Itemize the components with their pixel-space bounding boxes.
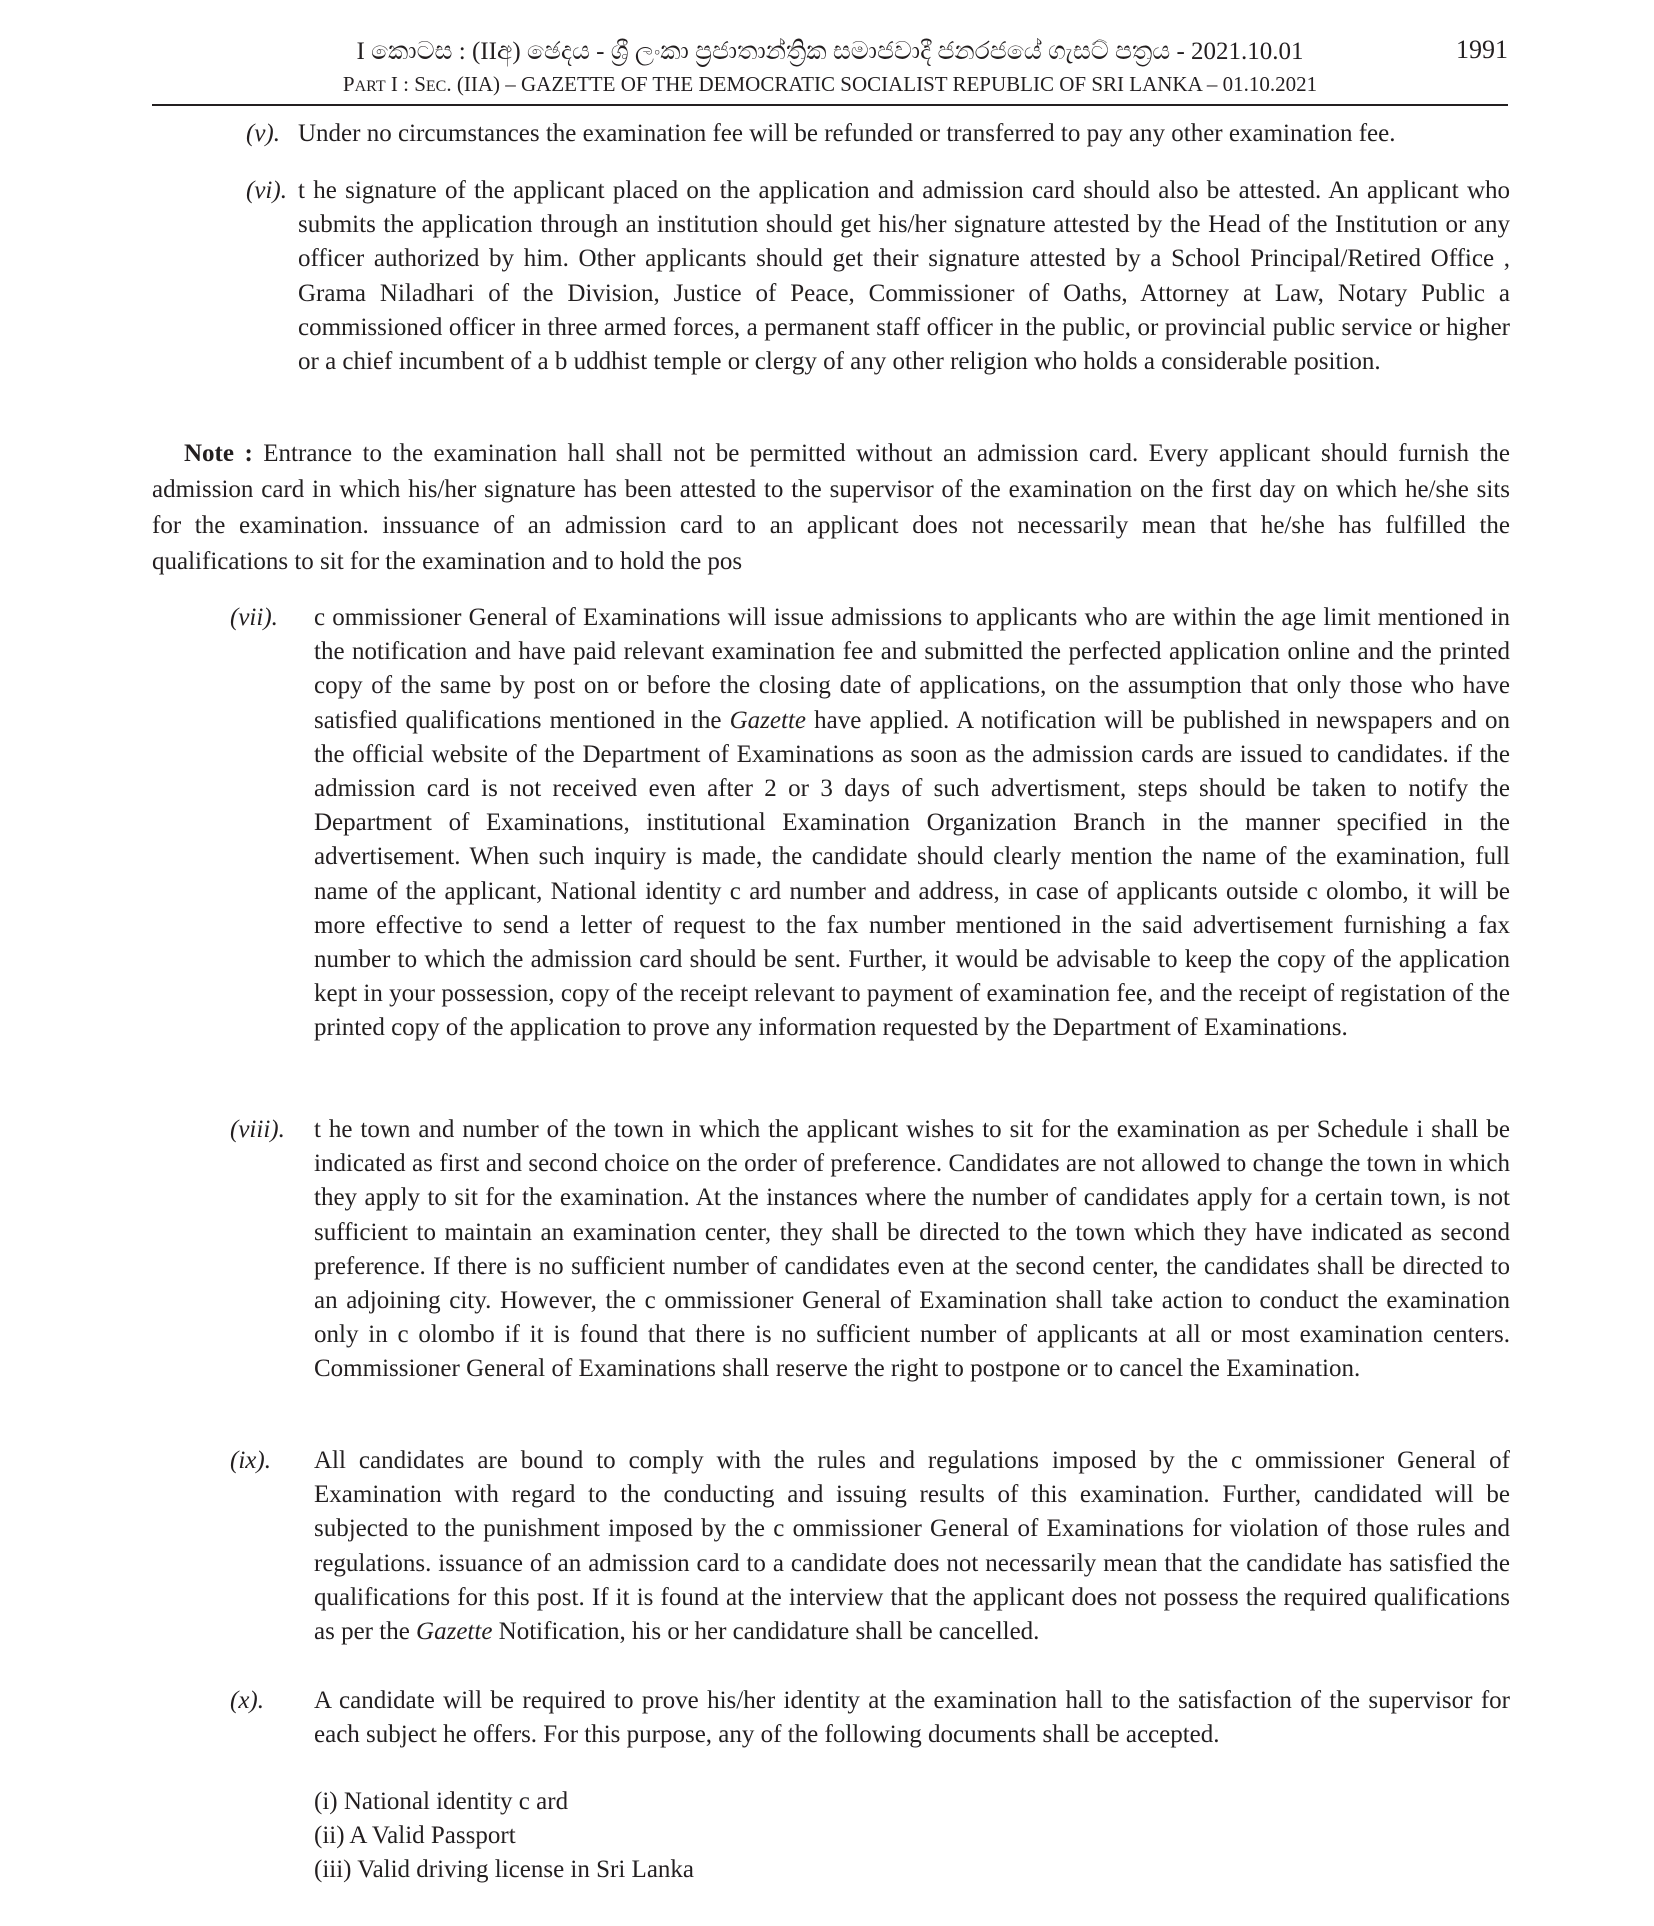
note-label: Note :	[184, 440, 253, 467]
item-viii-label: (viii).	[230, 1116, 285, 1143]
item-v-label: (v).	[246, 120, 280, 147]
item-vii-text-b: have applied. A notification will be published in newspapers and on the official website of the Department of Examinations as soon as the admission cards are issued to candidates. if the admission card is not received even after 2 or 3 days of such advertisment, steps should be taken to notify the Department of Examinations, institutional Examination Organization Branch in the manner specified in the advertisement. When such inquiry is made, the candidate should clearly mention the name of the examination, full name of the applicant, National identity c ard number and address, in case of applicants outside c olombo, it will be more effective to send a letter of request to the fax number mentioned in the said advertisement furnishing a fax number to which the admission card should be sent. Further, it would be advisable to keep the copy of the application kept in your possession, copy of the receipt relevant to payment of examination fee, and the receipt of registation of the printed copy of the application to prove any information requested by the Department of Examinations.	[314, 706, 1510, 1042]
item-ix-gazette: Gazette	[416, 1618, 493, 1646]
page-number: 1991	[1456, 35, 1508, 64]
header-title: . (IIA) – GAZETTE OF THE DEMOCRATIC SOCIALIST REPUBLIC OF SRI LANKA – 01.10.2021	[446, 72, 1318, 96]
documents-list-item: (ii) A Valid Passport	[314, 1822, 516, 1849]
header-part-rest: ART	[354, 78, 386, 95]
note-paragraph	[152, 436, 1510, 580]
header-part-initial: P	[342, 72, 355, 96]
header-divider	[152, 104, 1508, 106]
item-ix-label: (ix).	[230, 1447, 271, 1474]
item-vi-text: t he signature of the applicant placed on the application and admission card should also be attested. An applicant who submits the application through an institution should get his/her signature attested by the Head of the Institution or any officer authorized by him. Other applicants should get their signature attested by a School Principal/Retired Office , Grama Niladhari of the Division, Justice of Peace, Commissioner of Oaths, Attorney at Law, Notary Public a commissioned officer in three armed forces, a permanent staff officer in the public, or provincial public service or higher or a chief incumbent of a b uddhist temple or clergy of any other religion who holds a considerable position.	[298, 177, 1510, 376]
item-x-label: (x).	[230, 1687, 264, 1714]
header-english-line	[300, 70, 1360, 101]
item-vii-label: (vii).	[230, 604, 278, 631]
header-sec-rest: EC	[425, 78, 447, 95]
item-ix-text-b: Notification, his or her candidature shall be cancelled.	[492, 1618, 1040, 1646]
item-ix-text	[314, 1444, 1510, 1649]
item-vii-text	[314, 601, 1510, 1046]
item-viii-text: t he town and number of the town in which the applicant wishes to sit for the examination as per Schedule i shall be indicated as first and second choice on the order of preference. Candidates are not allowed to change the town in which they apply to sit for the examination. At the instances where the number of candidates apply for a certain town, is not sufficient to maintain an examination center, they shall be directed to the town which they have indicated as second preference. If there is no sufficient number of candidates even at the second center, the candidates shall be directed to an adjoining city. However, the c ommissioner General of Examination shall take action to conduct the examination only in c olombo if it is found that there is no sufficient number of applicants at all or most examination centers. Commissioner General of Examinations shall reserve the right to postpone or to cancel the Examination.	[314, 1116, 1510, 1383]
item-vii-gazette: Gazette	[729, 706, 806, 734]
header-part-num: I : S	[385, 72, 426, 96]
note-text: Entrance to the examination hall shall not be permitted without an admission card. Every applicant should furnish the admission card in which his/her signature has been attested to the supervisor of the examination on the first day on which he/she sits for the examination. inssuance of an admission card to an applicant does not necessarily mean that he/she has fulfilled the qualifications to sit for the examination and to hold the pos	[152, 440, 1510, 575]
header-sinhala-line: I කොටස : (IIඅ) ඡෙදය - ශ්‍රී ලංකා ප්‍රජාතාන්ත්‍රික සමාජවාදී ජනරජයේ ගැසට් පත්‍රය - 2021.10.01	[356, 38, 1304, 65]
item-vii-text-a: c ommissioner General of Examinations will issue admissions to applicants who are within the age limit mentioned in the notification and have paid relevant examination fee and submitted the perfected application online and the printed copy of the same by post on or before the closing date of applications, on the assumption that only those who have satisfied qualifications mentioned in the	[314, 604, 1510, 734]
item-v-text: Under no circumstances the examination fee will be refunded or transferred to pay any other examination fee.	[298, 120, 1396, 147]
documents-list-item: (i) National identity c ard	[314, 1788, 569, 1815]
documents-list-item: (iii) Valid driving license in Sri Lanka	[314, 1856, 695, 1883]
item-ix-text-a: All candidates are bound to comply with the rules and regulations imposed by the c ommissioner General of Examination with regard to the conducting and issuing results of this examination. Further, candidated will be subjected to the punishment imposed by the c ommissioner General of Examinations for violation of those rules and regulations. issuance of an admission card to a candidate does not necessarily mean that the candidate has satisfied the qualifications for this post. If it is found at the interview that the applicant does not possess the required qualifications as per the	[314, 1447, 1510, 1646]
item-x-text: A candidate will be required to prove his/her identity at the examination hall to the satisfaction of the supervisor for each subject he offers. For this purpose, any of the following documents shall be accepted.	[314, 1687, 1510, 1749]
item-vi-label: (vi).	[246, 177, 287, 204]
